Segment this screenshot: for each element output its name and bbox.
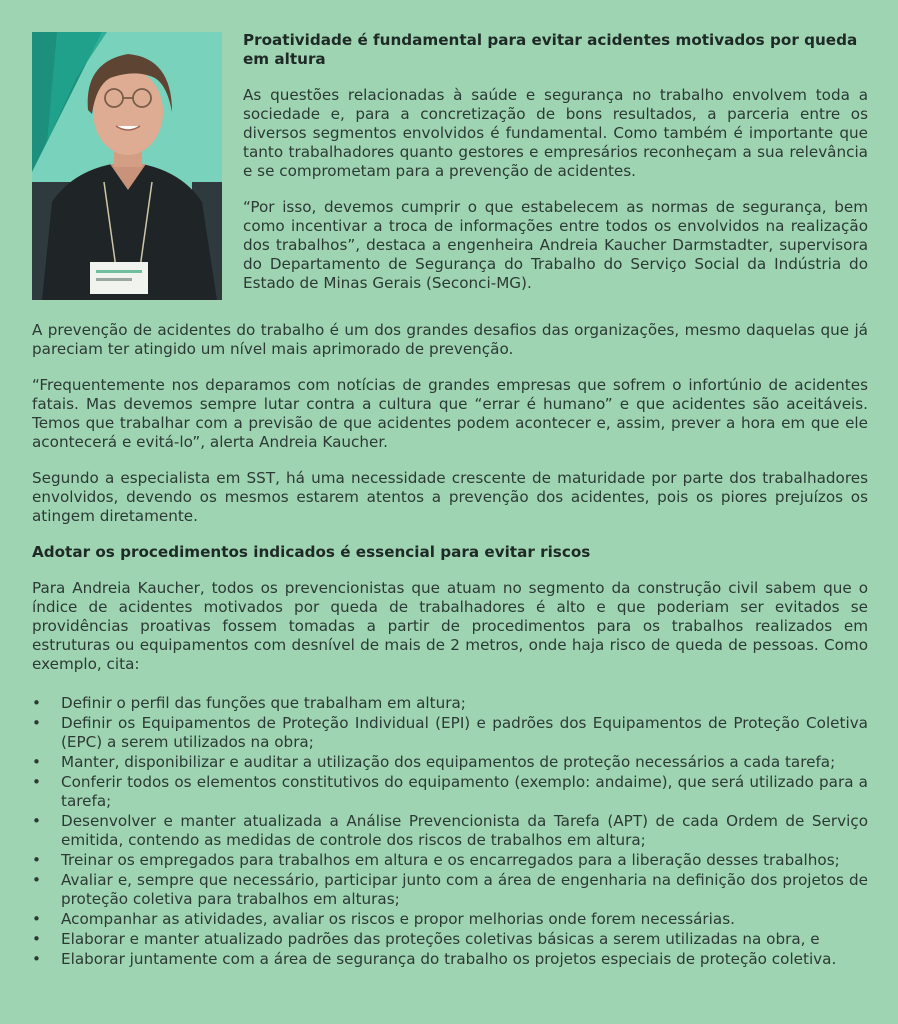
bullet-icon: • [32, 773, 41, 791]
paragraph-prevention: A prevenção de acidentes do trabalho é um dos grandes desafios das organizações, mesmo daquelas que já pareciam ter atingido um nível mais aprimorado de prevenção. [32, 321, 868, 358]
list-item: • Conferir todos os elementos constitutivos do equipamento (exemplo: andaime), que será utilizado para a tarefa; [32, 773, 868, 810]
intro-paragraph-2: “Por isso, devemos cumprir o que estabelecem as normas de segurança, bem como incentivar a troca de informações entre todos os envolvidos na realização dos trabalhos”, destaca a engenheira Andreia Kaucher Darmstadter, supervisora do Departamento de Segurança do Trabalho do Serviço Social da Indústria do Estado de Minas Gerais (Seconci-MG). [243, 198, 868, 292]
list-item: • Elaborar juntamente com a área de segurança do trabalho os projetos especiais de proteção coletiva. [32, 950, 837, 968]
bullet-icon: • [32, 812, 41, 830]
list-item: • Treinar os empregados para trabalhos em altura e os encarregados para a liberação desses trabalhos; [32, 851, 840, 869]
article-body [32, 321, 868, 970]
bullet-icon: • [32, 753, 41, 771]
section-heading: Adotar os procedimentos indicados é essencial para evitar riscos [32, 543, 591, 561]
intro-paragraph-1: As questões relacionadas à saúde e segurança no trabalho envolvem toda a sociedade e, para a concretização de bons resultados, a parceria entre os diversos segmentos envolvidos é fundamental. Como também é importante que tanto trabalhadores quanto gestores e empresários reconheçam a sua relevância e se comprometam para a prevenção de acidentes. [243, 86, 868, 180]
intro-column [243, 31, 868, 293]
bullet-icon: • [32, 910, 41, 928]
bullet-icon: • [32, 871, 41, 889]
list-item: • Elaborar e manter atualizado padrões das proteções coletivas básicas a serem utilizadas na obra, e [32, 930, 820, 948]
bullet-icon: • [32, 851, 41, 869]
intro-heading: Proatividade é fundamental para evitar acidentes motivados por queda em altura [243, 31, 858, 68]
list-item: • Definir o perfil das funções que trabalham em altura; [32, 694, 466, 712]
list-item: • Avaliar e, sempre que necessário, participar junto com a área de engenharia na definição dos projetos de proteção coletiva para trabalhos em alturas; [32, 871, 868, 908]
paragraph-specialist: Segundo a especialista em SST, há uma necessidade crescente de maturidade por parte dos trabalhadores envolvidos, devendo os mesmos estarem atentos a prevenção dos acidentes, pois os piores prejuízos os atingem diretamente. [32, 469, 868, 525]
portrait-photo [32, 32, 222, 300]
bullet-icon: • [32, 950, 41, 968]
bullet-icon: • [32, 714, 41, 732]
list-item: • Acompanhar as atividades, avaliar os riscos e propor melhorias onde forem necessárias. [32, 910, 735, 928]
procedures-list [32, 694, 868, 969]
list-item: • Manter, disponibilizar e auditar a utilização dos equipamentos de proteção necessários a cada tarefa; [32, 753, 836, 771]
bullet-icon: • [32, 930, 41, 948]
bullet-icon: • [32, 694, 41, 712]
paragraph-quote: “Frequentemente nos deparamos com notícias de grandes empresas que sofrem o infortúnio de acidentes fatais. Mas devemos sempre lutar contra a cultura que “errar é humano” e que acidentes são aceitáveis. Temos que trabalhar com a previsão de que acidentes podem acontecer e, assim, prever a hora em que ele acontecerá e evitá-lo”, alerta Andreia Kaucher. [32, 376, 868, 451]
list-item: • Definir os Equipamentos de Proteção Individual (EPI) e padrões dos Equipamentos de Proteção Coletiva (EPC) a serem utilizados na obra; [32, 714, 868, 751]
list-item: • Desenvolver e manter atualizada a Análise Prevencionista da Tarefa (APT) de cada Ordem de Serviço emitida, contendo as medidas de controle dos riscos de trabalhos em altura; [32, 812, 868, 849]
paragraph-procedures: Para Andreia Kaucher, todos os prevencionistas que atuam no segmento da construção civil sabem que o índice de acidentes motivados por queda de trabalhadores é alto e que poderiam ser evitados se providências proativas fossem tomadas a partir de procedimentos para os trabalhos realizados em estruturas ou equipamentos com desnível de mais de 2 metros, onde haja risco de queda de pessoas. Como exemplo, cita: [32, 579, 868, 673]
